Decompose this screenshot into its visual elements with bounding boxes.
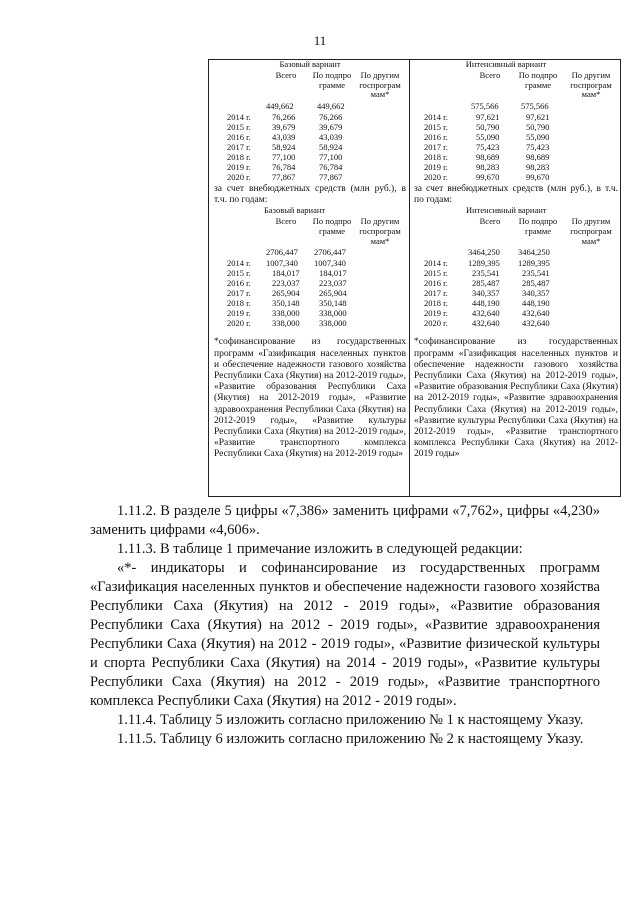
variant-title: Базовый вариант bbox=[279, 59, 341, 69]
total-cell: 448,190 bbox=[472, 298, 500, 309]
year: 2016 г. bbox=[227, 278, 251, 289]
year: 2018 г. bbox=[424, 298, 448, 309]
year: 2016 г. bbox=[424, 132, 448, 142]
year: 2015 г. bbox=[227, 122, 251, 132]
year: 2020 г. bbox=[424, 172, 448, 182]
table-row bbox=[214, 319, 406, 329]
paragraph-1-11-2: 1.11.2. В разделе 5 цифры «7,386» заменить цифрами «7,762», цифры «4,230» заменить цифрами «4,606». bbox=[90, 503, 600, 538]
subprogram-cell: 1007,340 bbox=[314, 258, 346, 269]
extrabudget-label: за счет внебюджетных средств (млн руб.), в т.ч. по годам: bbox=[214, 184, 406, 206]
total-cell: 39,679 bbox=[272, 122, 296, 132]
table-row bbox=[214, 173, 406, 183]
table-left-column bbox=[214, 60, 406, 461]
total-subprogram-value: 2706,447 bbox=[314, 247, 346, 258]
year: 2019 г. bbox=[424, 308, 448, 319]
total-subprogram-value: 3464,250 bbox=[518, 247, 550, 258]
subprogram-cell: 39,679 bbox=[319, 122, 343, 132]
subprogram-cell: 432,640 bbox=[522, 308, 550, 319]
year: 2014 г. bbox=[424, 258, 448, 269]
year: 2014 г. bbox=[424, 112, 448, 122]
paragraph-1-11-5: 1.11.5. Таблицу 6 изложить согласно приложению № 2 к настоящему Указу. bbox=[117, 731, 584, 747]
total-cell: 1289,395 bbox=[468, 258, 500, 269]
col-header-total: Всего bbox=[275, 70, 297, 80]
year: 2020 г. bbox=[227, 172, 251, 182]
cofinancing-note: *софинансирование из государственных программ «Газификация населенных пунктов и обеспечение надежности газового хозяйства Республики Саха (Якутия) на 2012-2019 годы», «Развитие образования Республики Саха (Якутия) на 2012-2019 годы», «Развитие здравоохранения Республики Саха (Якутия) на 2012-2019 годы», «Развитие культуры Республики Саха (Якутия) на 2012-2019 годы», «Развитие транспортного комплекса Республики Саха (Якутия) на 2012-2019 годы» bbox=[214, 337, 406, 460]
total-cell: 184,017 bbox=[272, 268, 300, 279]
total-cell: 97,621 bbox=[476, 112, 500, 122]
total-cell: 223,037 bbox=[272, 278, 300, 289]
subprogram-cell: 223,037 bbox=[319, 278, 347, 289]
total-cell: 58,924 bbox=[272, 142, 296, 152]
total-value: 2706,447 bbox=[266, 247, 298, 258]
subprogram-cell: 1289,395 bbox=[518, 258, 550, 269]
subprogram-cell: 432,640 bbox=[522, 318, 550, 329]
col-header-subprogram: По подпро грамме bbox=[312, 216, 352, 237]
total-cell: 77,100 bbox=[272, 152, 296, 162]
variant-title: Интенсивный вариант bbox=[465, 59, 547, 69]
year: 2018 г. bbox=[227, 298, 251, 309]
subprogram-cell: 97,621 bbox=[526, 112, 550, 122]
total-subprogram-value: 575,566 bbox=[521, 101, 549, 111]
total-cell: 55,090 bbox=[476, 132, 500, 142]
col-header-other-programs: По другим госпрограм мам* bbox=[570, 216, 612, 246]
right-budget-subtable bbox=[414, 59, 618, 182]
year: 2019 г. bbox=[227, 308, 251, 319]
total-value: 3464,250 bbox=[468, 247, 500, 258]
year: 2017 г. bbox=[424, 288, 448, 299]
right-extrabudget-subtable bbox=[414, 205, 618, 329]
total-cell: 76,784 bbox=[272, 162, 296, 172]
variant-title: Базовый вариант bbox=[264, 205, 326, 216]
table-column-divider bbox=[409, 60, 410, 496]
subprogram-cell: 338,000 bbox=[319, 318, 347, 329]
year: 2015 г. bbox=[424, 268, 448, 279]
subprogram-cell: 350,148 bbox=[319, 298, 347, 309]
subprogram-cell: 50,790 bbox=[526, 122, 550, 132]
total-value: 449,662 bbox=[266, 101, 294, 111]
paragraph-1-11-3: 1.11.3. В таблице 1 примечание изложить в следующей редакции: bbox=[117, 541, 523, 557]
year: 2015 г. bbox=[227, 268, 251, 279]
col-header-subprogram: По подпро грамме bbox=[312, 70, 352, 90]
total-subprogram-value: 449,662 bbox=[317, 101, 345, 111]
total-cell: 43,039 bbox=[272, 132, 296, 142]
subprogram-cell: 77,867 bbox=[319, 172, 343, 182]
total-cell: 235,541 bbox=[472, 268, 500, 279]
paragraph-1-11-4: 1.11.4. Таблицу 5 изложить согласно приложению № 1 к настоящему Указу. bbox=[117, 712, 584, 728]
total-cell: 99,670 bbox=[476, 172, 500, 182]
total-cell: 75,423 bbox=[476, 142, 500, 152]
year: 2020 г. bbox=[227, 318, 251, 329]
year: 2014 г. bbox=[227, 112, 251, 122]
total-cell: 98,689 bbox=[476, 152, 500, 162]
subprogram-cell: 77,100 bbox=[319, 152, 343, 162]
year: 2017 г. bbox=[227, 142, 251, 152]
col-header-subprogram: По подпро грамме bbox=[518, 70, 558, 90]
subprogram-cell: 448,190 bbox=[522, 298, 550, 309]
year: 2016 г. bbox=[424, 278, 448, 289]
subprogram-cell: 43,039 bbox=[319, 132, 343, 142]
total-cell: 340,357 bbox=[472, 288, 500, 299]
total-cell: 338,000 bbox=[272, 308, 300, 319]
total-cell: 350,148 bbox=[272, 298, 300, 309]
year: 2017 г. bbox=[424, 142, 448, 152]
subprogram-cell: 98,283 bbox=[526, 162, 550, 172]
total-cell: 285,487 bbox=[472, 278, 500, 289]
subprogram-cell: 184,017 bbox=[319, 268, 347, 279]
table-row bbox=[414, 319, 618, 329]
total-cell: 76,266 bbox=[272, 112, 296, 122]
total-cell: 77,867 bbox=[272, 172, 296, 182]
subprogram-cell: 76,784 bbox=[319, 162, 343, 172]
total-value: 575,566 bbox=[471, 101, 499, 111]
left-budget-subtable bbox=[214, 59, 406, 182]
subprogram-cell: 285,487 bbox=[522, 278, 550, 289]
col-header-total: Всего bbox=[479, 216, 501, 227]
total-cell: 98,283 bbox=[476, 162, 500, 172]
year: 2018 г. bbox=[424, 152, 448, 162]
paragraph-note-text: «*- индикаторы и софинансирование из государственных программ «Газификация населенных пунктов и обеспечение надежности газового хозяйства Республики Саха (Якутия) на 2012 - 2019 годы», «Развитие образования Республики Саха (Якутия) на 2012 - 2019 годы», «Развитие здравоохранения Республики Саха (Якутия) на 2012 - 2019 годы», «Развитие физической культуры и спорта Республики Саха (Якутия) на 2014 - 2019 годы», «Развитие культуры Республики Саха (Якутия) на 2012 - 2019 годы», «Развитие транспортного комплекса Республики Саха (Якутия) на 2012 - 2019 годы». bbox=[90, 560, 600, 709]
funding-table bbox=[208, 59, 621, 497]
subprogram-cell: 58,924 bbox=[319, 142, 343, 152]
total-cell: 1007,340 bbox=[266, 258, 298, 269]
total-cell: 50,790 bbox=[476, 122, 500, 132]
table-row bbox=[414, 173, 618, 183]
year: 2014 г. bbox=[227, 258, 251, 269]
subprogram-cell: 55,090 bbox=[526, 132, 550, 142]
year: 2020 г. bbox=[424, 318, 448, 329]
total-cell: 432,640 bbox=[472, 318, 500, 329]
variant-title: Интенсивный вариант bbox=[466, 205, 547, 216]
total-cell: 338,000 bbox=[272, 318, 300, 329]
year: 2017 г. bbox=[227, 288, 251, 299]
year: 2016 г. bbox=[227, 132, 251, 142]
subprogram-cell: 76,266 bbox=[319, 112, 343, 122]
left-extrabudget-subtable bbox=[214, 205, 406, 329]
subprogram-cell: 265,904 bbox=[319, 288, 347, 299]
total-cell: 432,640 bbox=[472, 308, 500, 319]
subprogram-cell: 235,541 bbox=[522, 268, 550, 279]
page-number: 11 bbox=[313, 33, 327, 48]
col-header-other-programs: По другим госпрограм мам* bbox=[359, 216, 401, 246]
total-cell: 265,904 bbox=[272, 288, 300, 299]
col-header-other-programs: По другим госпрограм мам* bbox=[570, 70, 612, 100]
subprogram-cell: 98,689 bbox=[526, 152, 550, 162]
col-header-total: Всего bbox=[479, 70, 501, 80]
cofinancing-note: *софинансирование из государственных программ «Газификация населенных пунктов и обеспечение надежности газового хозяйства Республики Саха (Якутия) на 2012-2019 годы», «Развитие образования Республики Саха (Якутия) на 2012-2019 годы», «Развитие здравоохранения Республики Саха (Якутия) на 2012-2019 годы», «Развитие культуры Республики Саха (Якутия) на 2012-2019 годы», «Развитие транспортного комплекса Республики Саха (Якутия) на 2012-2019 годы» bbox=[414, 337, 618, 460]
body-text bbox=[90, 502, 600, 749]
subprogram-cell: 338,000 bbox=[319, 308, 347, 319]
col-header-other-programs: По другим госпрограм мам* bbox=[359, 70, 401, 100]
subprogram-cell: 75,423 bbox=[526, 142, 550, 152]
subprogram-cell: 340,357 bbox=[522, 288, 550, 299]
col-header-total: Всего bbox=[275, 216, 297, 227]
table-right-column bbox=[414, 60, 618, 461]
extrabudget-label: за счет внебюджетных средств (млн руб.), в т.ч. по годам: bbox=[414, 184, 618, 206]
year: 2015 г. bbox=[424, 122, 448, 132]
year: 2019 г. bbox=[424, 162, 448, 172]
year: 2019 г. bbox=[227, 162, 251, 172]
col-header-subprogram: По подпро грамме bbox=[518, 216, 558, 237]
subprogram-cell: 99,670 bbox=[526, 172, 550, 182]
year: 2018 г. bbox=[227, 152, 251, 162]
